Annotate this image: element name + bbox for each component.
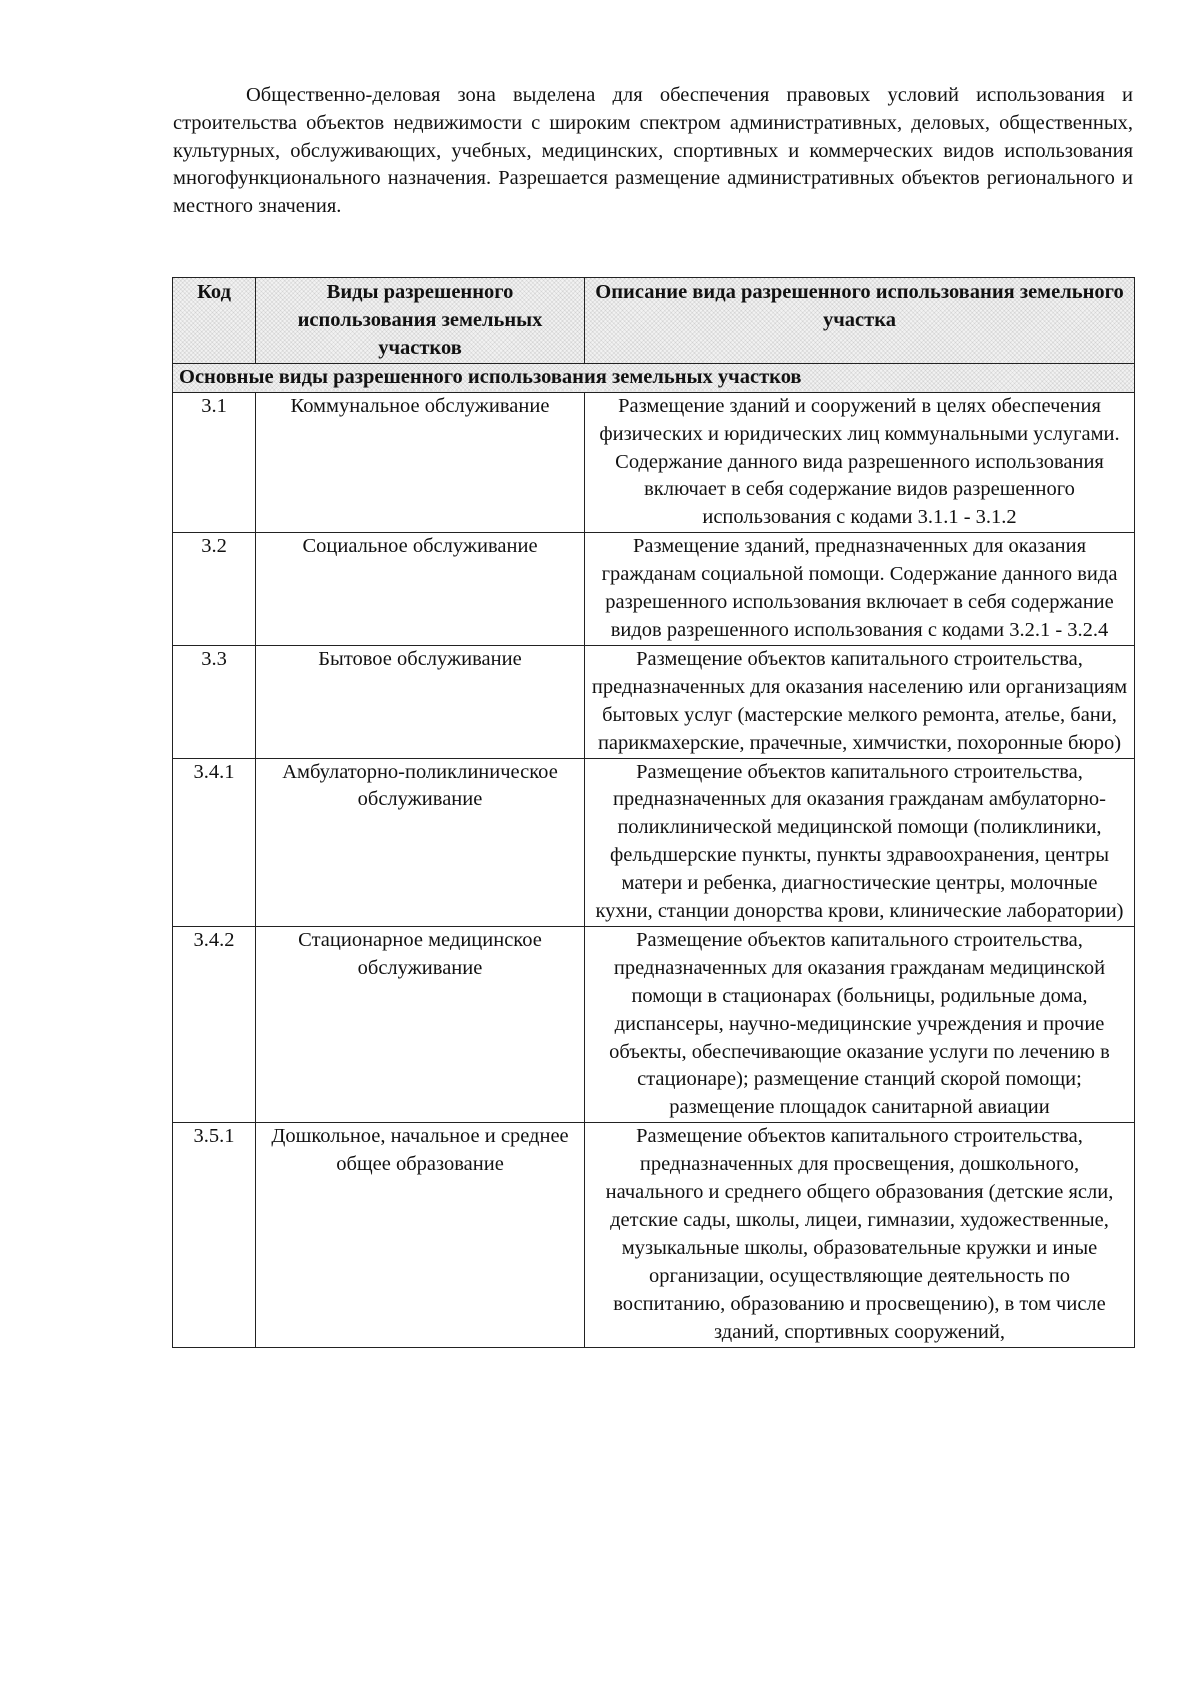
section-row (173, 363, 1135, 392)
table-row (173, 533, 1135, 646)
row-name: Бытовое обслуживание (256, 645, 585, 758)
section-title: Основные виды разрешенного использования земельных участков (173, 363, 1135, 392)
row-description-main: Размещение объектов капитального строительства, предназначенных для оказания гражданам медицинской помощи в стационарах (больницы, родильные дома, диспансеры, научно-медицинские учреждения и прочие объекты, обеспечивающие оказание услуги по лечению в стационаре); размещение станций скорой помощи; (609, 928, 1110, 1091)
row-name: Дошкольное, начальное и среднее общее образование (256, 1123, 585, 1347)
row-name: Коммунальное обслуживание (256, 392, 585, 533)
row-code: 3.2 (173, 533, 256, 646)
row-name: Стационарное медицинское обслуживание (256, 926, 585, 1122)
row-code: 3.1 (173, 392, 256, 533)
intro-paragraph: Общественно-деловая зона выделена для обеспечения правовых условий использования и строительства объектов недвижимости с широким спектром административных, деловых, общественных, культурных, обслуживающих, учебных, медицинских, спортивных и коммерческих видов использования многофункционального назначения. Разрешается размещение административных объектов регионального и местного значения. (173, 84, 1133, 218)
row-description: Размещение объектов капитального строительства, предназначенных для просвещения, дошкольного, начального и среднего общего образования (детские ясли, детские сады, школы, лицеи, гимназии, художественные, музыкальные школы, образовательные кружки и иные организации, осуществляющие деятельность по воспитанию, образованию и просвещению), в том числе зданий, спортивных сооружений, (585, 1123, 1135, 1347)
row-description: Размещение объектов капитального строительства, предназначенных для оказания населению или организациям бытовых услуг (мастерские мелкого ремонта, ателье, бани, парикмахерские, прачечные, химчистки, похоронные бюро) (585, 645, 1135, 758)
table-row (173, 392, 1135, 533)
table-row (173, 758, 1135, 926)
header-description: Описание вида разрешенного использования земельного участка (585, 278, 1135, 364)
land-use-table (172, 277, 1135, 1348)
row-code: 3.4.2 (173, 926, 256, 1122)
table-row (173, 645, 1135, 758)
row-description: Размещение зданий и сооружений в целях обеспечения физических и юридических лиц коммунальными услугами. Содержание данного вида разрешенного использования включает в себя содержание видов разрешенного использования с кодами 3.1.1 - 3.1.2 (585, 392, 1135, 533)
header-name: Виды разрешенного использования земельных участков (256, 278, 585, 364)
row-description-extra: размещение площадок санитарной авиации (669, 1096, 1050, 1119)
row-description (585, 926, 1135, 1122)
row-description: Размещение объектов капитального строительства, предназначенных для оказания гражданам амбулаторно-поликлинической медицинской помощи (поликлиники, фельдшерские пункты, пункты здравоохранения, центры матери и ребенка, диагностические центры, молочные кухни, станции донорства крови, клинические лаборатории) (585, 758, 1135, 926)
row-name: Амбулаторно-поликлиническое обслуживание (256, 758, 585, 926)
table-row (173, 926, 1135, 1122)
row-code: 3.4.1 (173, 758, 256, 926)
table-header-row (173, 278, 1135, 364)
row-name: Социальное обслуживание (256, 533, 585, 646)
header-code: Код (173, 278, 256, 364)
row-code: 3.5.1 (173, 1123, 256, 1347)
row-description: Размещение зданий, предназначенных для оказания гражданам социальной помощи. Содержание данного вида разрешенного использования включает в себя содержание видов разрешенного использования с кодами 3.2.1 - 3.2.4 (585, 533, 1135, 646)
table-row (173, 1123, 1135, 1347)
row-code: 3.3 (173, 645, 256, 758)
